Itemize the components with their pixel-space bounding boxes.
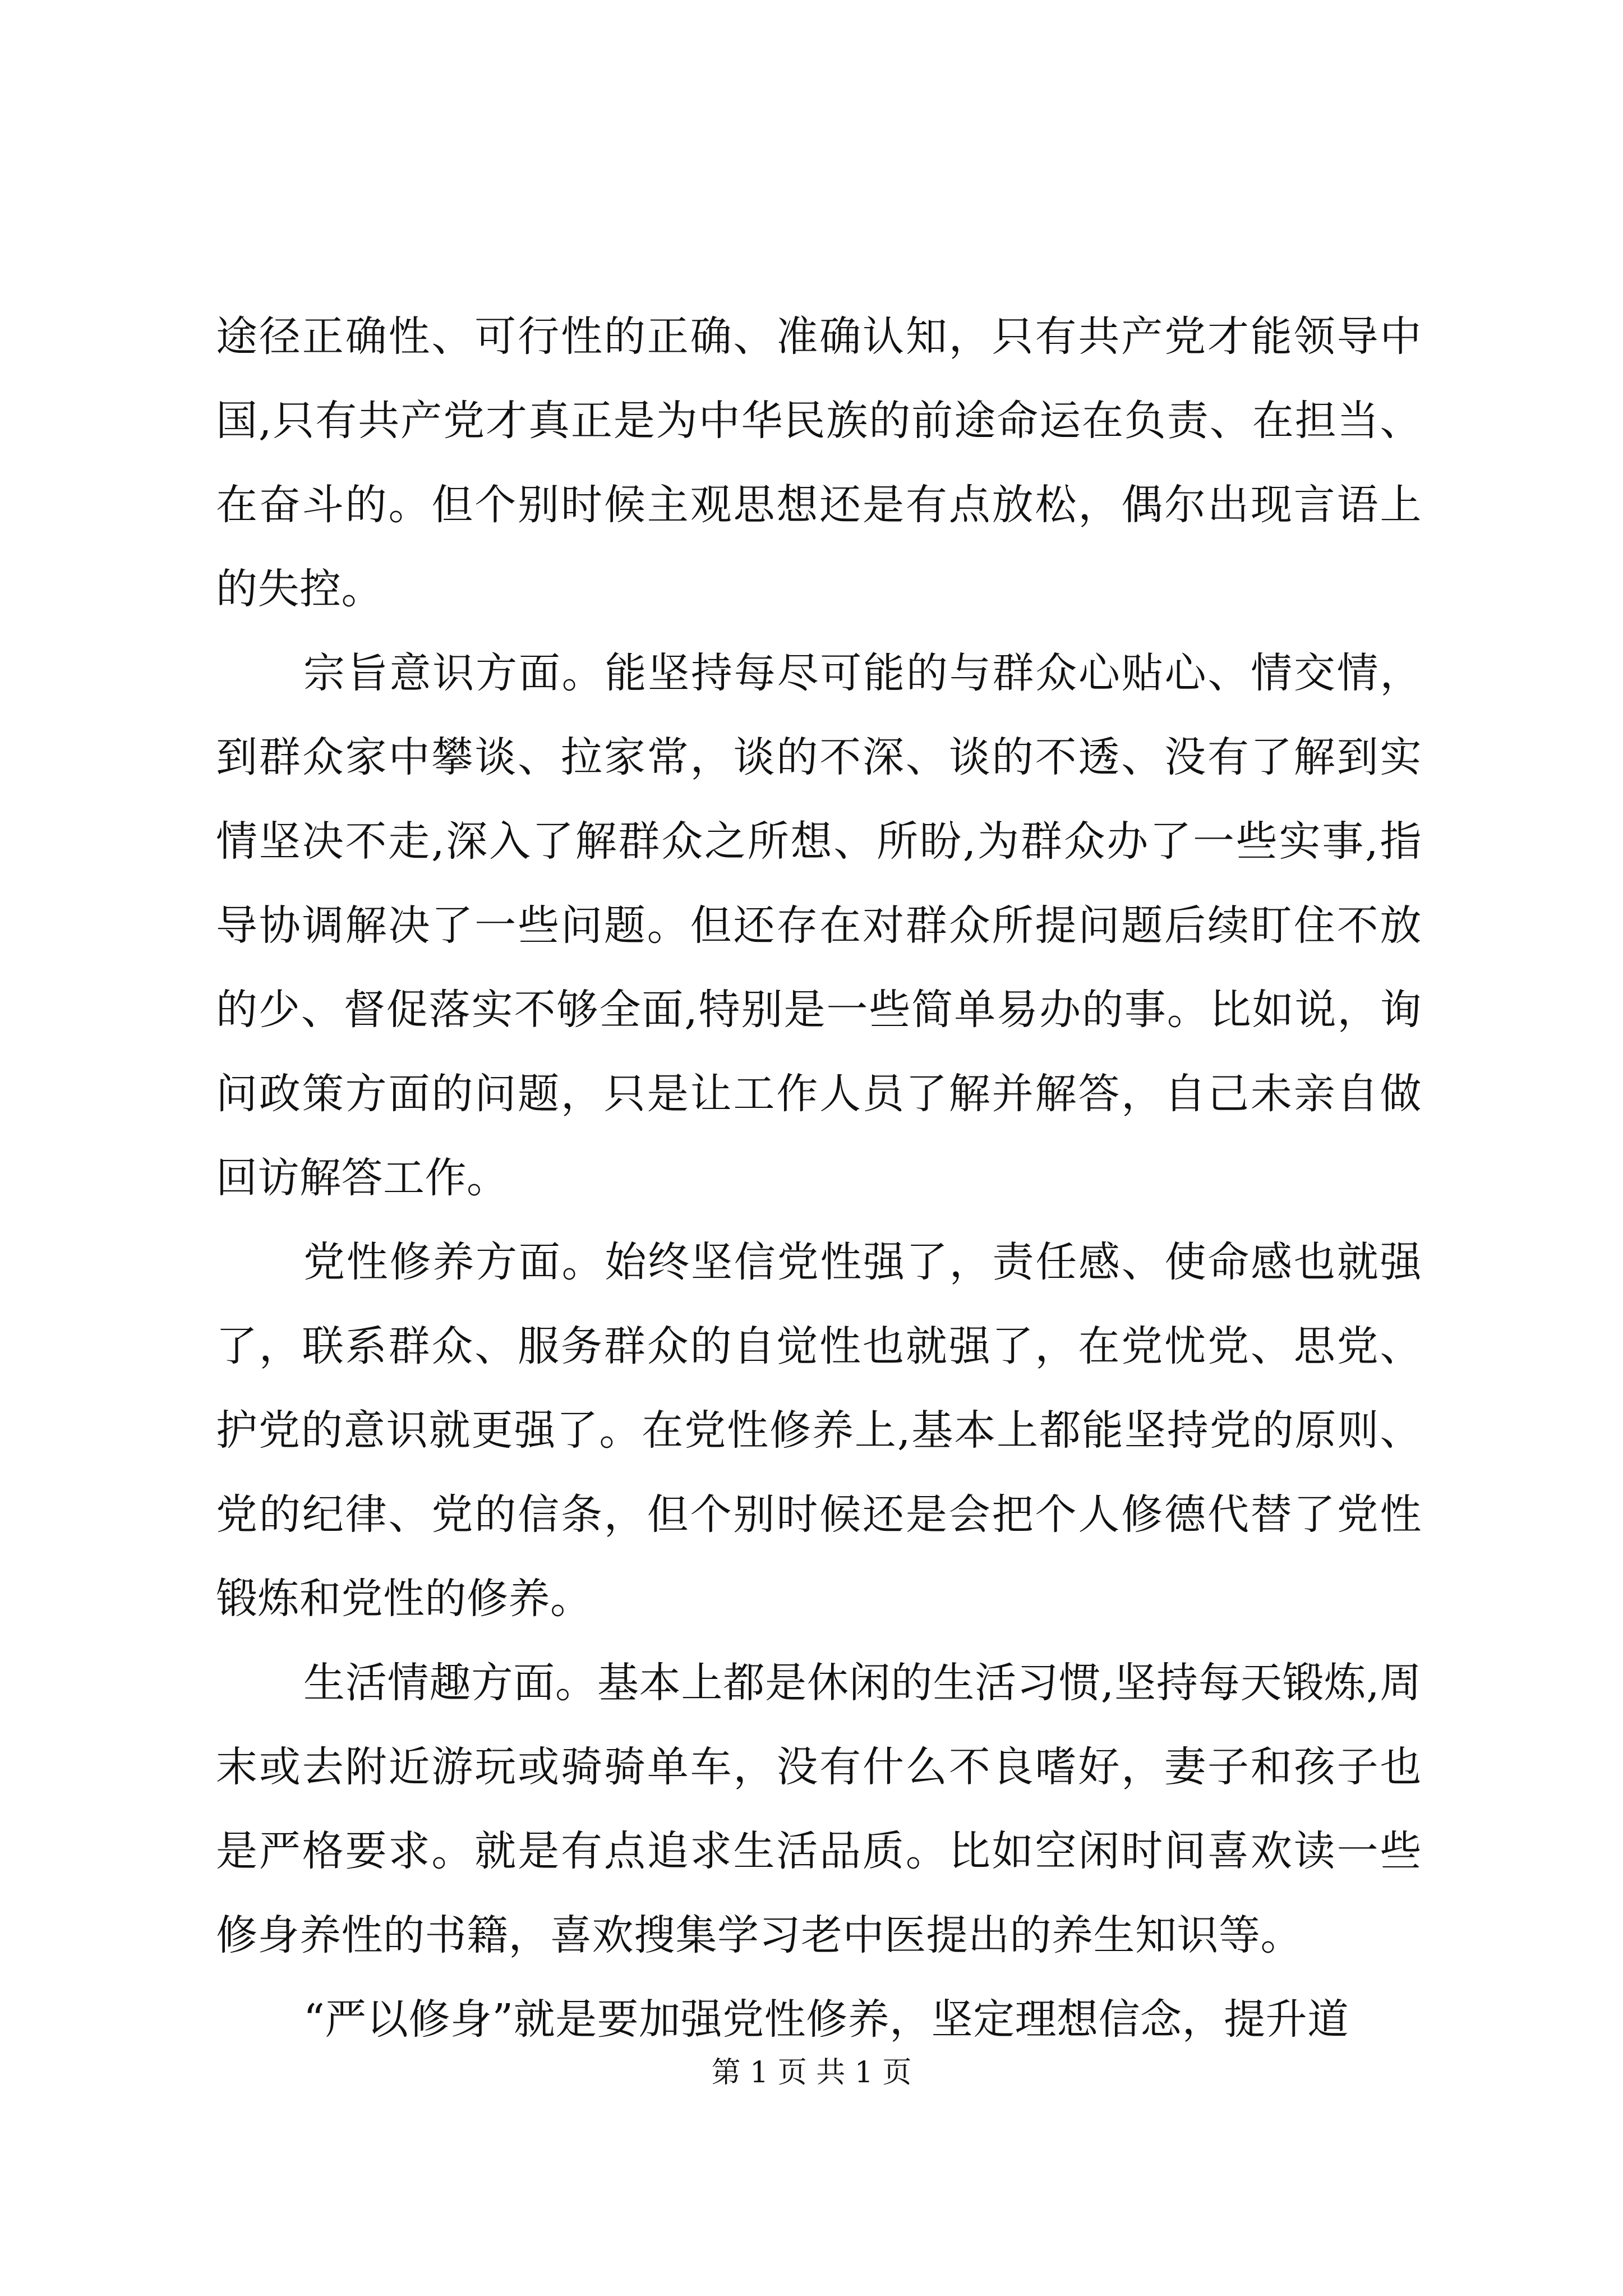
page-footer: 第 1 页 共 1 页 xyxy=(711,2056,912,2090)
paragraph-purpose-awareness: 宗旨意识方面。能坚持每尽可能的与群众心贴心、情交情，到群众家中攀谈、拉家常，谈的不深、谈的不透、没有了解到实情坚决不走,深入了解群众之所想、所盼,为群众办了一些实事,指导协调解决了一些问题。但还存在对群众所提问题后续盯住不放的少、督促落实不够全面,特别是一些简单易办的事。比如说，询问政策方面的问题，只是让工作人员了解并解答，自己未亲自做回访解答工作。 xyxy=(216,649,1422,1202)
document-body xyxy=(216,295,1422,2062)
paragraph-party-cultivation: 党性修养方面。始终坚信党性强了，责任感、使命感也就强了，联系群众、服务群众的自觉性也就强了，在党忧党、思党、护党的意识就更强了。在党性修养上,基本上都能坚持党的原则、党的纪律、党的信条，但个别时候还是会把个人修德代替了党性锻炼和党性的修养。 xyxy=(216,1238,1422,1623)
paragraph-strict-self-cultivation: “严以修身”就是要加强党性修养，坚定理想信念，提升道 xyxy=(303,1995,1349,2044)
paragraph-continuation: 途径正确性、可行性的正确、准确认知，只有共产党才能领导中国,只有共产党才真正是为中华民族的前途命运在负责、在担当、在奋斗的。但个别时候主观思想还是有点放松，偶尔出现言语上的失控。 xyxy=(216,312,1422,613)
paragraph-life-interests: 生活情趣方面。基本上都是休闲的生活习惯,坚持每天锻炼,周末或去附近游玩或骑骑单车，没有什么不良嗜好，妻子和孩子也是严格要求。就是有点追求生活品质。比如空闲时间喜欢读一些修身养性的书籍，喜欢搜集学习老中医提出的养生知识等。 xyxy=(216,1659,1422,1959)
